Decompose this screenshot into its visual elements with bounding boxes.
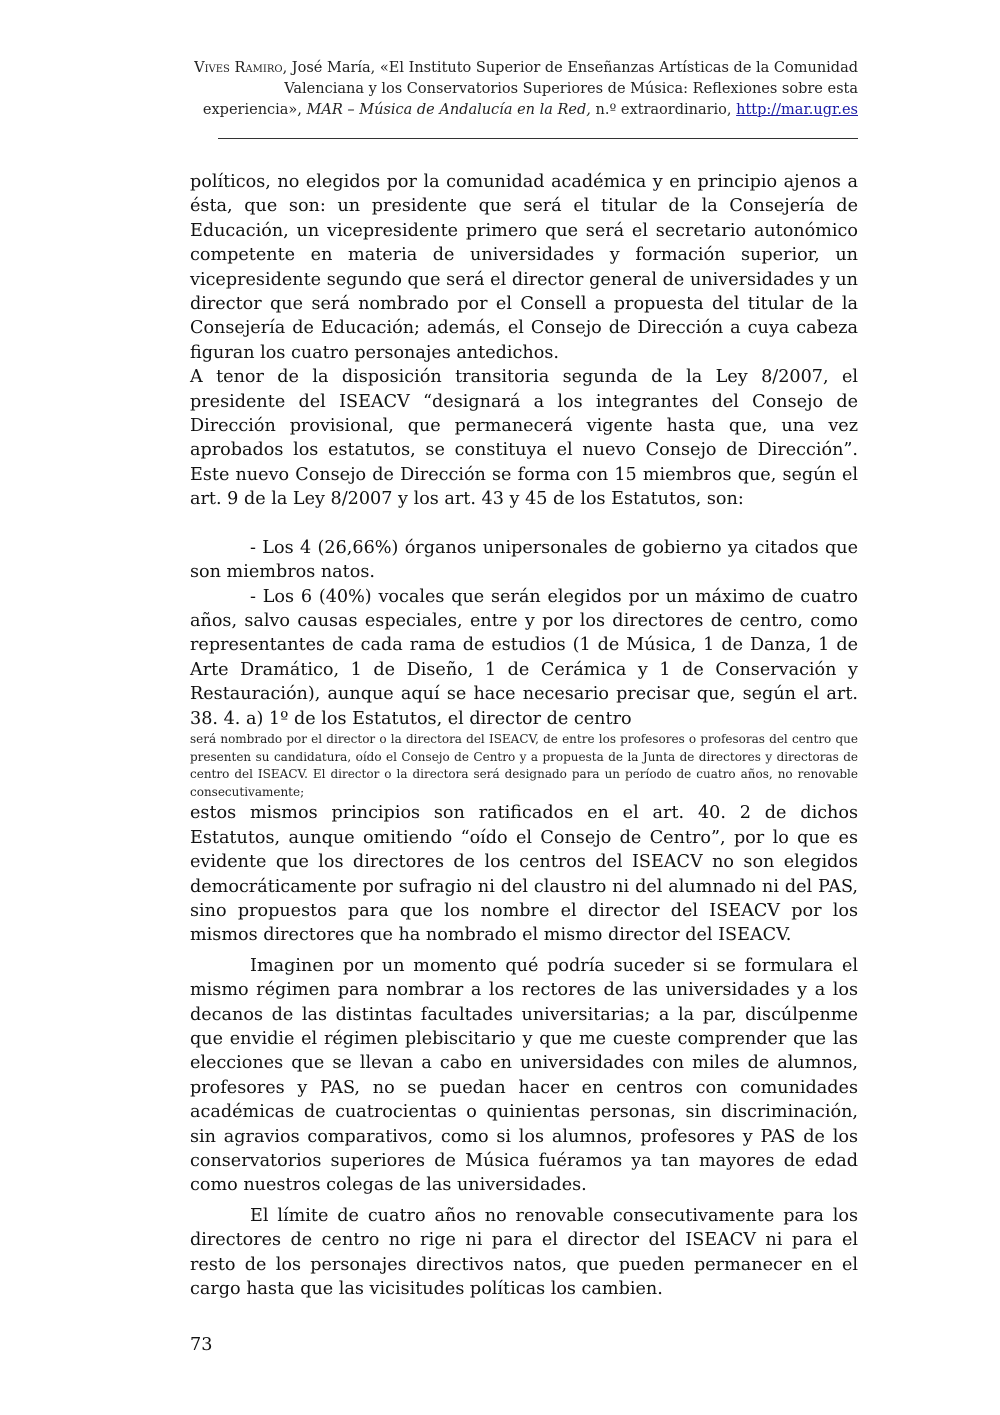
spacer <box>190 512 858 536</box>
header-citation-part2: n.º extraordinario, <box>590 102 737 118</box>
article-body <box>190 170 858 1301</box>
list-item-1: - Los 4 (26,66%) órganos unipersonales de gobierno ya citados que son miembros natos. <box>190 537 858 583</box>
running-header <box>190 58 858 121</box>
header-author: Vives Ramiro <box>194 60 283 76</box>
list-item-2: - Los 6 (40%) vocales que serán elegidos por un máximo de cuatro años, salvo causas especiales, entre y por los directores de centro, como representantes de cada rama de estudios (1 de Música, 1 de Danza, 1 de Arte Dramático, 1 de Diseño, 1 de Cerámica y 1 de Conservación y Restauración), aunque aquí se hace necesario precisar que, según el art. 38. 4. a) 1º de los Estatutos, el director de centro <box>190 586 858 729</box>
paragraph-2: A tenor de la disposición transitoria segunda de la Ley 8/2007, el presidente del ISEACV “designará a los integrantes del Consejo de Dirección provisional, que permanecerá vigente hasta que, una vez aprobados los estatutos, se constituya el nuevo Consejo de Dirección”. Este nuevo Consejo de Dirección se forma con 15 miembros que, según el art. 9 de la Ley 8/2007 y los art. 43 y 45 de los Estatutos, son: <box>190 367 858 510</box>
paragraph-1: políticos, no elegidos por la comunidad académica y en principio ajenos a ésta, que son: un presidente que será el titular de la Consejería de Educación, un vicepresidente primero que será el secretario autonómico competente en materia de universidades y formación superior, un vicepresidente segundo que será el director general de universidades y un director que será nombrado por el Consell a propuesta del titular de la Consejería de Educación; además, el Consejo de Dirección a cuya cabeza figuran los cuatro personajes antedichos. <box>190 172 858 363</box>
page-number: 73 <box>190 1335 213 1355</box>
header-divider <box>218 138 858 139</box>
paragraph-5: El límite de cuatro años no renovable consecutivamente para los directores de centro no rige ni para el director del ISEACV ni para el resto de los personajes directivos natos, que pueden permanecer en el cargo hasta que las vicisitudes políticas los cambien. <box>190 1205 858 1300</box>
header-journal-title: MAR – Música de Andalucía en la Red, <box>306 102 591 118</box>
block-quote: será nombrado por el director o la directora del ISEACV, de entre los profesores o profesoras del centro que presenten su candidatura, oído el Consejo de Centro y a propuesta de la Junta de directores y directoras de centro del ISEACV. El director o la directora será designado para un período de cuatro años, no renovable consecutivamente; <box>190 731 858 799</box>
header-link[interactable]: http://mar.ugr.es <box>736 102 858 118</box>
paragraph-3: estos mismos principios son ratificados en el art. 40. 2 de dichos Estatutos, aunque omitiendo “oído el Consejo de Centro”, por lo que es evidente que los directores de los centros del ISEACV no son elegidos democráticamente por sufragio ni del claustro ni del alumnado ni del PAS, sino propuestos para que los nombre el director del ISEACV por los mismos directores que ha nombrado el mismo director del ISEACV. <box>190 803 858 946</box>
header-citation-part1: , José María, «El Instituto Superior de Enseñanzas Artísticas de la Comunidad Valenciana y los Conservatorios Superiores de Música: Reflexiones sobre esta experiencia», <box>202 60 858 118</box>
paragraph-4: Imaginen por un momento qué podría suceder si se formulara el mismo régimen para nombrar a los rectores de las universidades y a los decanos de las distintas facultades universitarias; a la par, discúlpenme que envidie el régimen plebiscitario y que me cueste comprender que las elecciones que se llevan a cabo en universidades con miles de alumnos, profesores y PAS, no se puedan hacer en centros con comunidades académicas de cuatrocientas o quinientas personas, sin discriminación, sin agravios comparativos, como si los alumnos, profesores y PAS de los conservatorios superiores de Música fuéramos ya tan mayores de edad como nuestros colegas de las universidades. <box>190 955 858 1196</box>
